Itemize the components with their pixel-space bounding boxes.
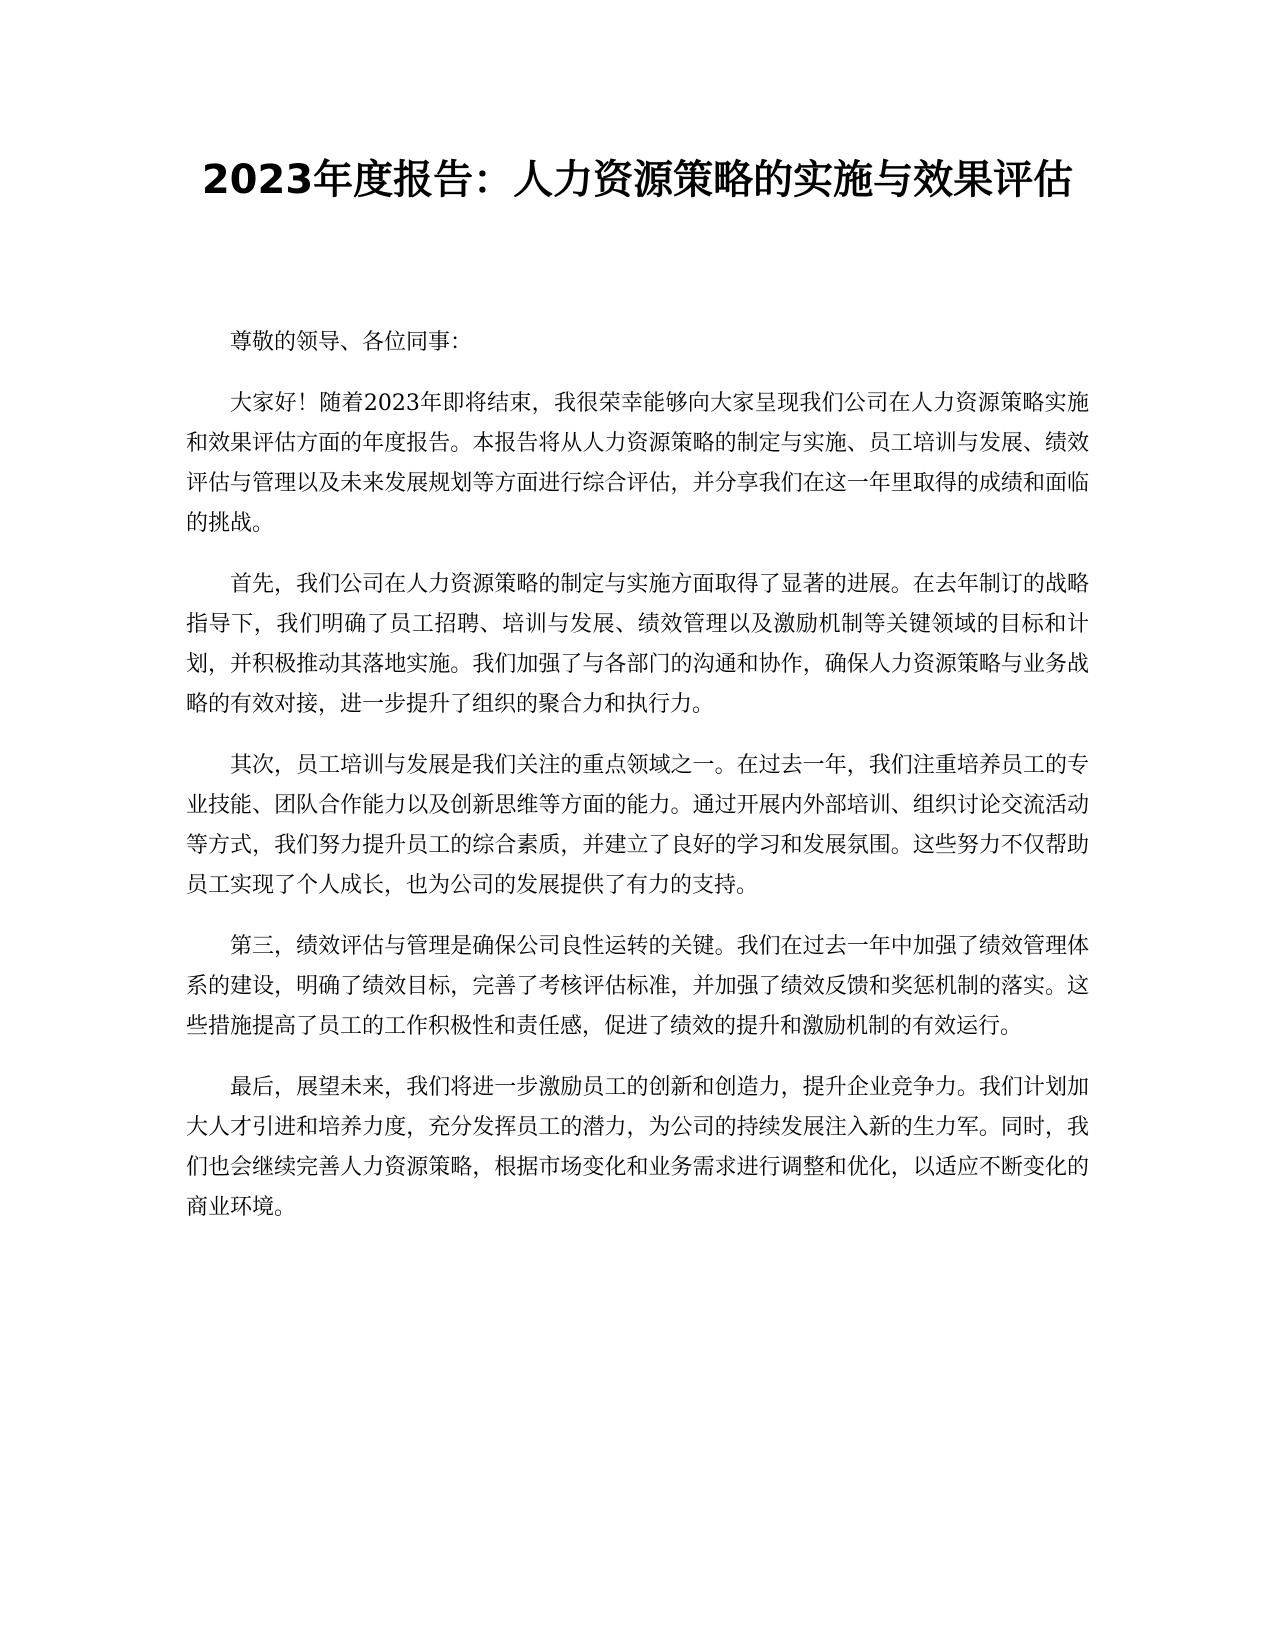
paragraph-strategy: 首先，我们公司在人力资源策略的制定与实施方面取得了显著的进展。在去年制订的战略指导下，我们明确了员工招聘、培训与发展、绩效管理以及激励机制等关键领域的目标和计划，并积极推动其落地实施。我们加强了与各部门的沟通和协作，确保人力资源策略与业务战略的有效对接，进一步提升了组织的聚合力和执行力。 <box>186 572 1089 717</box>
paragraph-training: 其次，员工培训与发展是我们关注的重点领域之一。在过去一年，我们注重培养员工的专业技能、团队合作能力以及创新思维等方面的能力。通过开展内外部培训、组织讨论交流活动等方式，我们努力提升员工的综合素质，并建立了良好的学习和发展氛围。这些努力不仅帮助员工实现了个人成长，也为公司的发展提供了有力的支持。 <box>186 753 1089 898</box>
salutation: 尊敬的领导、各位同事： <box>230 330 473 355</box>
paragraph-intro: 大家好！随着2023年即将结束，我很荣幸能够向大家呈现我们公司在人力资源策略实施和效果评估方面的年度报告。本报告将从人力资源策略的制定与实施、员工培训与发展、绩效评估与管理以及未来发展规划等方面进行综合评估，并分享我们在这一年里取得的成绩和面临的挑战。 <box>186 391 1089 536</box>
document-body <box>186 323 1089 1249</box>
paragraph-performance: 第三，绩效评估与管理是确保公司良性运转的关键。我们在过去一年中加强了绩效管理体系的建设，明确了绩效目标，完善了考核评估标准，并加强了绩效反馈和奖惩机制的落实。这些措施提高了员工的工作积极性和责任感，促进了绩效的提升和激励机制的有效运行。 <box>186 934 1089 1039</box>
document-title: 2023年度报告：人力资源策略的实施与效果评估 <box>201 157 1074 203</box>
paragraph-outlook: 最后，展望未来，我们将进一步激励员工的创新和创造力，提升企业竞争力。我们计划加大人才引进和培养力度，充分发挥员工的潜力，为公司的持续发展注入新的生力军。同时，我们也会继续完善人力资源策略，根据市场变化和业务需求进行调整和优化，以适应不断变化的商业环境。 <box>186 1075 1089 1220</box>
